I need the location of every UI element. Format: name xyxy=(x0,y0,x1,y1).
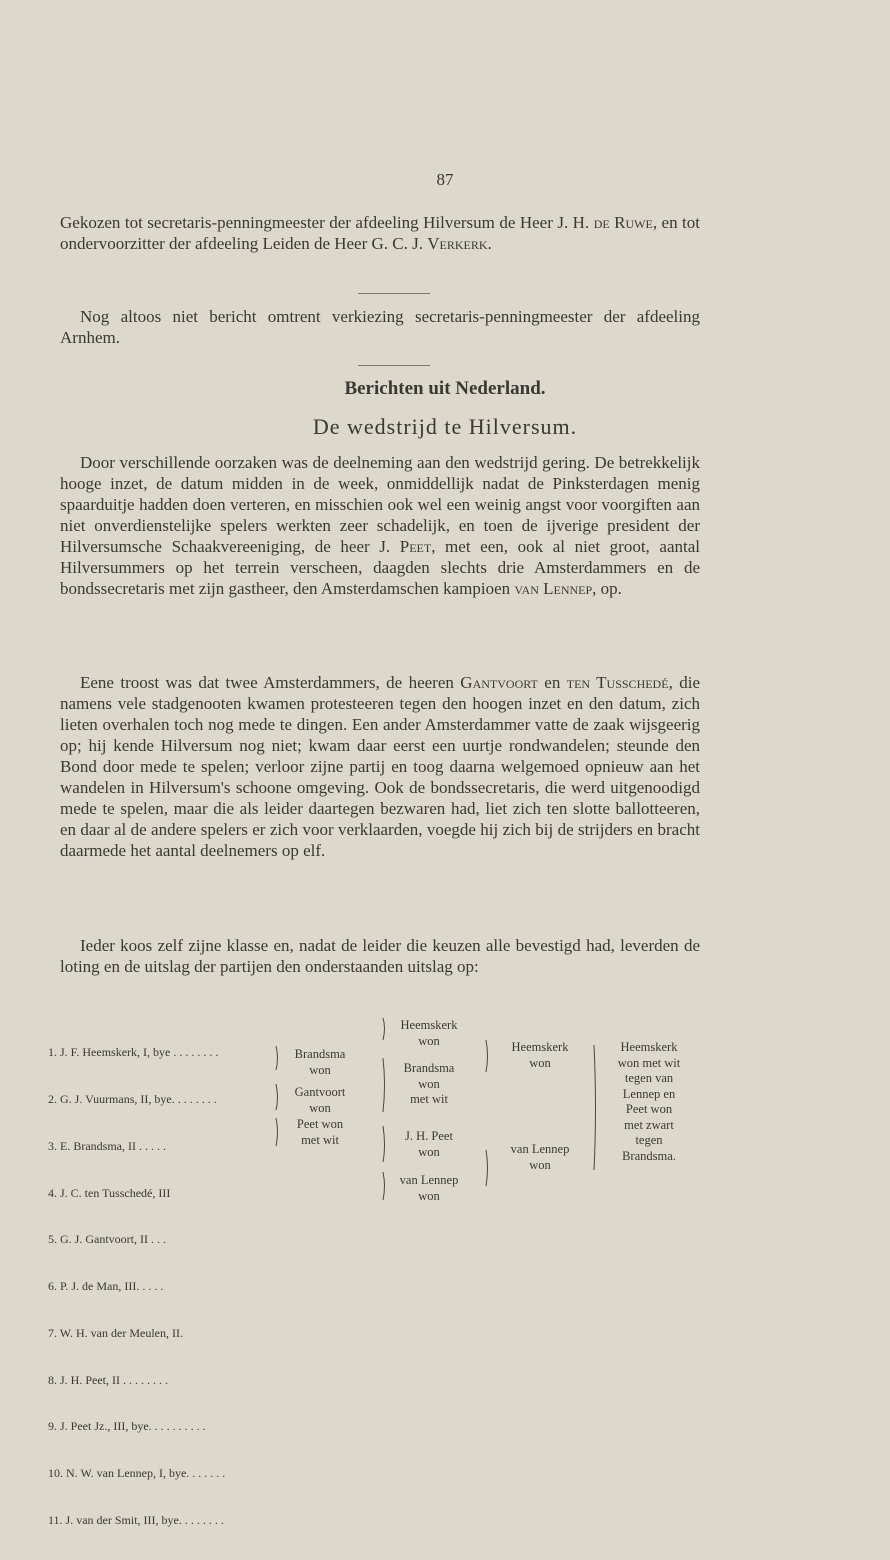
paragraph-2: Eene troost was dat twee Amsterdammers, de heeren Gantvoort en ten Tusschedé, die namens vele stadgenooten kwamen protesteeren tegen den hoogen inzet en den datum, zich lieten overhalen toch nog mede te dingen. Een ander Amsterdammer vatte de zaak wijsgeerig op; hij kende Hilversum nog niet; kwam daar eerst een uurtje rondwandelen; steunde den Bond door mede te spelen; verloor zijne partij en toog daarna welgemoed opnieuw aan het wandelen in Hilversum's schoone omgeving. Ook de bondssecretaris, die werd uitgenoodigd mede te spelen, maar die als leider daartegen bezwaren had, liet zich ten slotte ballotteeren, en daar al de andere spelers er zich voor verklaarden, voegde hij zich bij de strijders en bracht daarmede het aantal deelnemers op elf. xyxy=(60,673,700,860)
paragraph-3: Ieder koos zelf zijne klasse en, nadat de leider die keuzen alle bevestigd had, leverden de loting en de uitslag der partijen den onderstaanden uitslag op: xyxy=(60,936,700,976)
article-title: De wedstrijd te Hilversum. xyxy=(312,414,578,439)
player-row: 3. E. Brandsma, II . . . . . xyxy=(48,1138,166,1153)
round2-result: Brandsma won met wit xyxy=(403,1061,455,1106)
player-row: 4. J. C. ten Tusschedé, III xyxy=(48,1185,171,1200)
notice-arnhem: Nog altoos niet bericht omtrent verkiezing secretaris-penningmeester der afdeeling Arnhem. xyxy=(60,307,700,347)
section-title: Berichten uit Nederland. xyxy=(344,378,546,399)
final-result: Heemskerk won met wit tegen van Lennep en Peet won met zwart tegen Brandsma. xyxy=(617,1040,681,1163)
player-row: 10. N. W. van Lennep, I, bye. . . . . . . xyxy=(48,1466,226,1481)
round1-result: Peet won met wit xyxy=(296,1117,344,1147)
round3-result: Heemskerk won xyxy=(511,1040,569,1070)
paragraph-1: Door verschillende oorzaken was de deelneming aan den wedstrijd gering. De betrekkelijk hooge inzet, de datum midden in de week, onmiddellijk nadat de Pinksterdagen menig spaarduitje hadden doen verteren, en misschien ook wel een weinig angst voor voorgiften aan niet onverdienstelijke spelers werkten zeer schadelijk, en toen de ijverige president der Hilversumsche Schaakvereeniging, de heer J. Peet, met een, ook al niet groot, aantal Hilversummers op het terrein verscheen, daagden slechts drie Amsterdammers en de bondssecretaris met zijn gastheer, den Amsterdamschen kampioen van Lennep, op. xyxy=(60,453,700,598)
notice-officers: Gekozen tot secretaris-penningmeester der afdeeling Hilversum de Heer J. H. de Ruwe, en tot ondervoorzitter der afdeeling Leiden de Heer G. C. J. Verkerk. xyxy=(60,213,700,253)
player-row: 8. J. H. Peet, II . . . . . . . . xyxy=(48,1372,168,1387)
round3-result: van Lennep won xyxy=(510,1142,570,1172)
player-row: 11. J. van der Smit, III, bye. . . . . . . . xyxy=(48,1513,224,1527)
round2-result: van Lennep won xyxy=(399,1173,459,1203)
player-row: 5. G. J. Gantvoort, II . . . xyxy=(48,1232,166,1247)
round1-result: Gantvoort won xyxy=(294,1085,346,1115)
round1-result: Brandsma won xyxy=(294,1047,346,1077)
page-number: 87 xyxy=(436,170,454,189)
round2-result: J. H. Peet won xyxy=(405,1129,453,1159)
player-row: 2. G. J. Vuurmans, II, bye. . . . . . . . xyxy=(48,1091,217,1106)
player-row: 9. J. Peet Jz., III, bye. . . . . . . . . . xyxy=(48,1419,206,1434)
player-row: 1. J. F. Heemskerk, I, bye . . . . . . . . xyxy=(48,1045,219,1060)
player-row: 6. P. J. de Man, III. . . . . xyxy=(48,1279,164,1294)
round2-result: Heemskerk won xyxy=(400,1018,458,1048)
player-row: 7. W. H. van der Meulen, II. xyxy=(48,1325,183,1340)
